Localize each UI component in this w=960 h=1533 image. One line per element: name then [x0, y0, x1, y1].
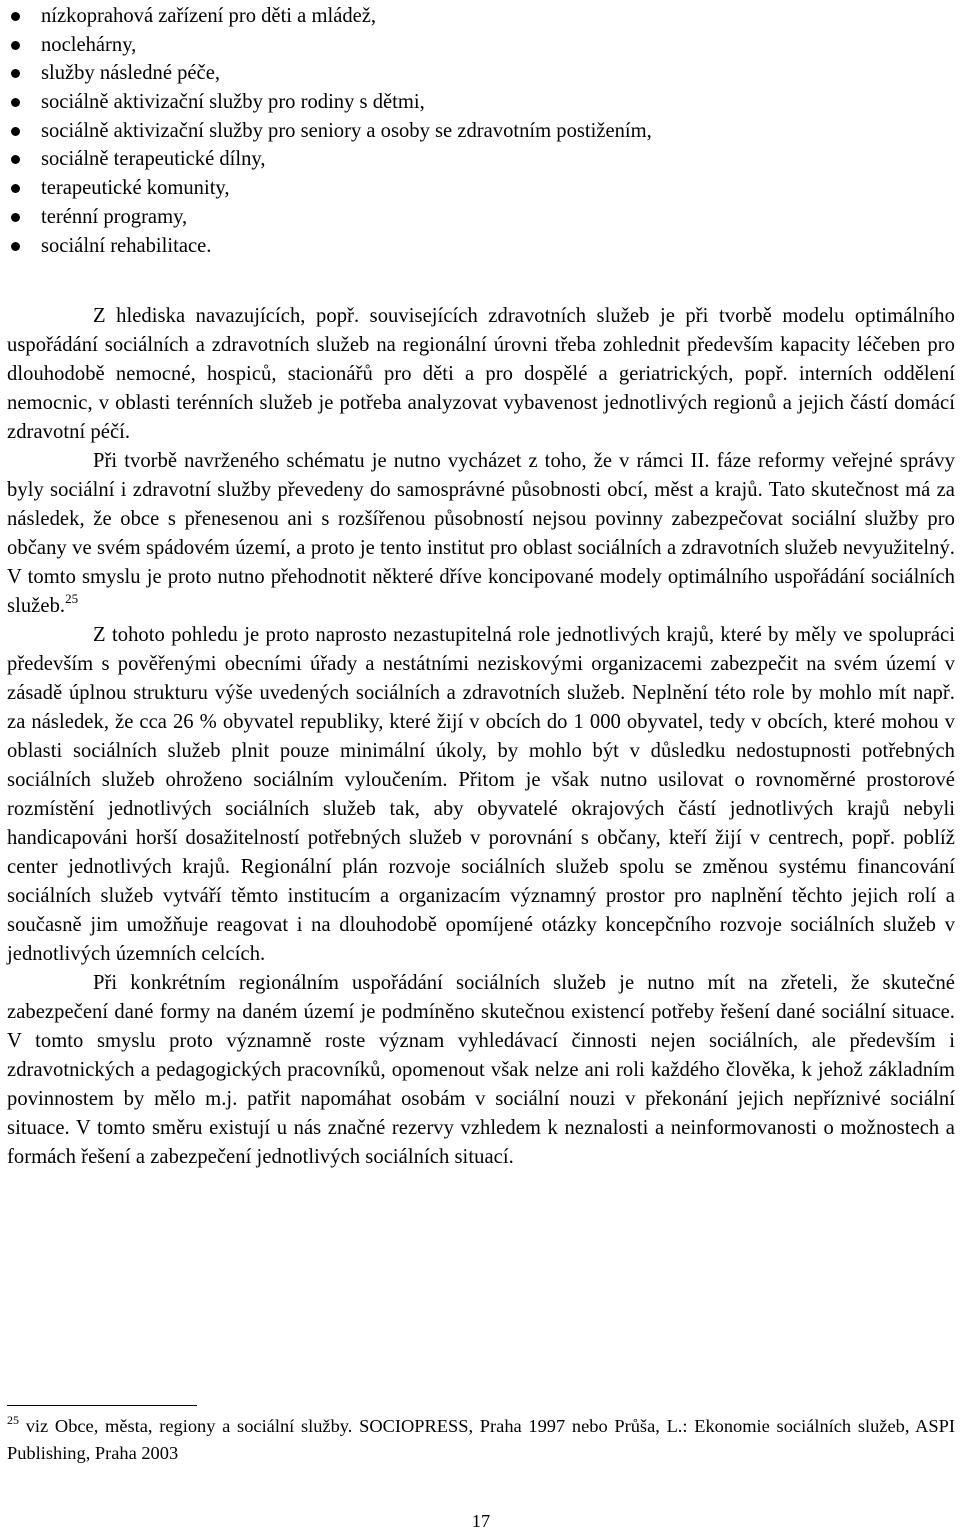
paragraph-text: Z tohoto pohledu je proto naprosto nezastupitelná role jednotlivých krajů, které by měly ve spolupráci především s pověřenými obecními úřady a nestátními neziskovými organizacemi zabezpečit na svém území v zásadě úplnou strukturu výše uvedených sociálních a zdravotních služeb. Neplnění této role by mohlo mít např. za následek, že cca 26 % obyvatel republiky, které žijí v obcích do 1 000 obyvatel, tedy v obcích, které mohou v oblasti sociálních služeb plnit pouze minimální úkoly, by mohlo být v důsledku nedostupnosti potřebných sociálních služeb ohroženo sociálním vyloučením. Přitom je však nutno usilovat o rovnoměrné prostorové rozmístění jednotlivých sociálních služeb tak, aby obyvatelé okrajových částí jednotlivých krajů nebyli handicapováni horší dosažitelností potřebných služeb v porovnání s občany, kteří žijí v centrech, popř. poblíž center jednotlivých krajů. Regionální plán rozvoje sociálních služeb spolu se změnou systému financování sociálních služeb vytváří těmto institucím a organizacím významný prostor pro naplnění těchto jejich rolí a současně jim umožňuje reagovat i na dlouhodobě opomíjené otázky koncepčního rozvoje sociálních služeb v jednotlivých územních celcích. — [7, 624, 955, 965]
paragraph-text: Při tvorbě navrženého schématu je nutno vycházet z toho, že v rámci II. fáze reformy veřejné správy byly sociální i zdravotní služby převedeny do samosprávné působnosti obcí, měst a krajů. Tato skutečnost má za následek, že obce s přenesenou ani s rozšířenou působností nejsou povinny zabezpečovat sociální služby pro občany ve svém spádovém území, a proto je tento institut pro oblast sociálních a zdravotních služeb nevyužitelný. V tomto smyslu je proto nutno přehodnotit některé dříve koncipované modely optimálního uspořádání sociálních služeb. — [7, 450, 955, 617]
paragraph — [7, 302, 955, 447]
body-text — [7, 302, 955, 1172]
document-page — [7, 0, 957, 1533]
bullet-dot-icon — [11, 41, 20, 50]
bullet-item-text: sociálně terapeutické dílny, — [41, 148, 266, 171]
bullet-item-text: terénní programy, — [41, 205, 188, 228]
bullet-item-text: služby následné péče, — [41, 62, 220, 85]
paragraph-text: Z hlediska navazujících, popř. souvisejících zdravotních služeb je při tvorbě modelu optimálního uspořádání sociálních a zdravotních služeb na regionální úrovni třeba zohlednit především kapacity léčeben pro dlouhodobě nemocné, hospiců, stacionářů pro děti a pro dospělé a geriatrických, popř. interních oddělení nemocnic, v oblasti terénních služeb je potřeba analyzovat vybavenost jednotlivých regionů a jejich částí domácí zdravotní péčí. — [7, 305, 955, 443]
bullet-dot-icon — [11, 69, 20, 78]
paragraph-text: Při konkrétním regionálním uspořádání sociálních služeb je nutno mít na zřeteli, že skutečné zabezpečení dané formy na daném území je podmíněno skutečnou existencí potřeby řešení dané sociální situace. V tomto smyslu proto významně roste význam vyhledávací činnosti nejen sociálních, ale především i zdravotnických a pedagogických pracovníků, opomenout však nelze ani roli každého člověka, k jehož základním povinnostem by mělo m.j. patřit napomáhat osobám v sociální nouzi v překonání jejich nepříznivé sociální situace. V tomto směru existují u nás značné rezervy vzhledem k neznalosti a neinformovanosti o možnostech a formách řešení a zabezpečení jednotlivých sociálních situací. — [7, 972, 955, 1168]
paragraph — [7, 447, 955, 621]
bullet-dot-icon — [11, 242, 20, 251]
bullet-item — [7, 59, 947, 88]
paragraph — [7, 969, 955, 1172]
bullet-item-text: sociálně aktivizační služby pro seniory a osoby se zdravotním postižením, — [41, 119, 652, 142]
bullet-item-text: terapeutické komunity, — [41, 177, 230, 200]
page-number: 17 — [471, 1511, 491, 1531]
bullet-item — [7, 174, 947, 203]
bullet-item-text: noclehárny, — [41, 33, 137, 56]
bullet-dot-icon — [11, 213, 20, 222]
footnote-number: 25 — [7, 1413, 19, 1427]
bullet-dot-icon — [11, 127, 20, 136]
bullet-item — [7, 31, 947, 60]
bullet-item-text: sociální rehabilitace. — [41, 234, 212, 257]
bullet-item — [7, 145, 947, 174]
service-bullet-list — [7, 2, 947, 260]
footnote — [7, 1413, 955, 1467]
bullet-dot-icon — [11, 155, 20, 164]
bullet-dot-icon — [11, 184, 20, 193]
paragraph — [7, 621, 955, 969]
footnote-text: viz Obce, města, regiony a sociální služby. SOCIOPRESS, Praha 1997 nebo Průša, L.: Ekonomie sociálních služeb, ASPI Publishing, Praha 2003 — [7, 1416, 955, 1463]
bullet-item-text: nízkoprahová zařízení pro děti a mládež, — [41, 5, 377, 27]
bullet-item-text: sociálně aktivizační služby pro rodiny s dětmi, — [41, 91, 425, 114]
bullet-item — [7, 203, 947, 232]
bullet-item — [7, 232, 947, 261]
bullet-dot-icon — [11, 98, 20, 107]
bullet-item — [7, 117, 947, 146]
bullet-item — [7, 2, 947, 31]
footnote-divider — [7, 1405, 197, 1406]
bullet-item — [7, 88, 947, 117]
bullet-dot-icon — [11, 12, 20, 21]
footnote-reference: 25 — [65, 591, 79, 606]
